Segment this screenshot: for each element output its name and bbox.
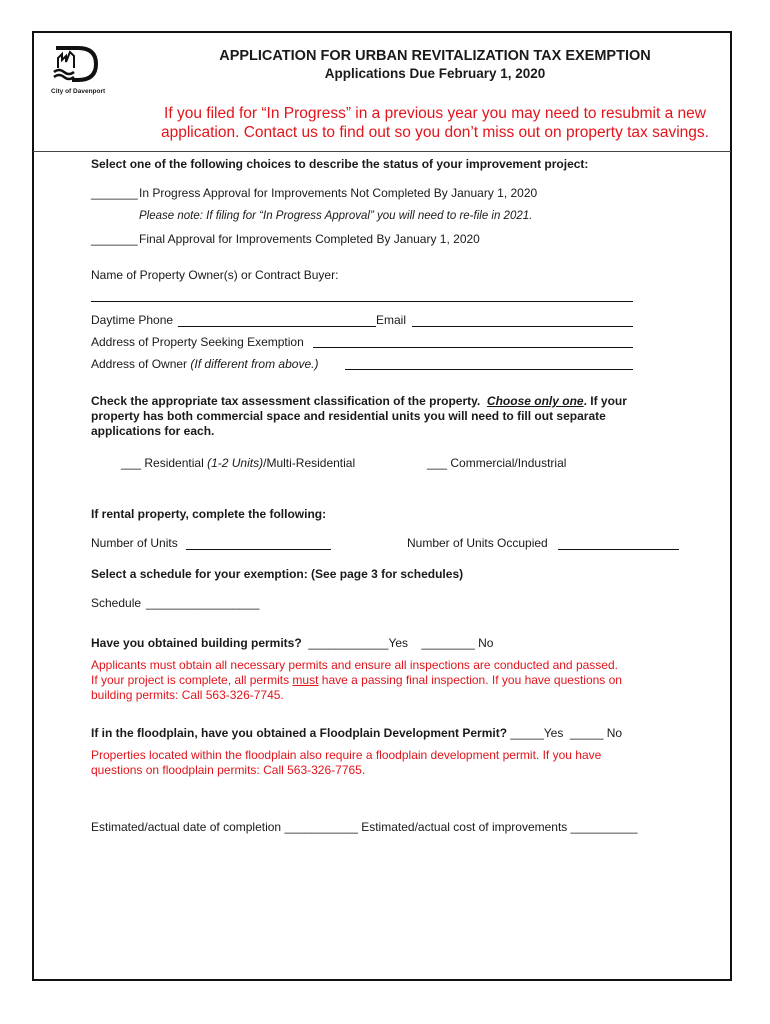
commercial-blank[interactable]: ___ <box>427 456 448 470</box>
final-approval-option-label: Final Approval for Improvements Completed By January 1, 2020 <box>139 232 480 246</box>
permits-yes-blank[interactable]: ____________ <box>308 636 389 650</box>
owner-name-label: Name of Property Owner(s) or Contract Buyer: <box>91 268 339 282</box>
completion-row: Estimated/actual date of completion ___________ Estimated/actual cost of improvements __________ <box>91 820 638 834</box>
floodplain-note: Properties located within the floodplain also require a floodplain development permit. If you have questions on floodplain permits: Call 563-326-7765. <box>91 748 602 777</box>
units-occupied-field[interactable] <box>558 549 679 550</box>
property-address-label: Address of Property Seeking Exemption <box>91 335 304 349</box>
email-label: Email <box>376 313 407 327</box>
improvement-cost-field[interactable]: __________ <box>570 820 638 834</box>
logo-caption: City of Davenport <box>51 88 106 95</box>
rental-heading: If rental property, complete the following: <box>91 507 327 521</box>
schedule-label: Schedule <box>91 596 142 610</box>
email-field[interactable] <box>412 326 633 327</box>
building-permits-question: Have you obtained building permits? <box>91 636 302 650</box>
in-progress-option-label: In Progress Approval for Improvements Not Completed By January 1, 2020 <box>139 186 538 200</box>
resubmit-notice-line2: application. Contact us to find out so you don’t miss out on property tax savings. <box>161 124 709 141</box>
floodplain-yes-blank[interactable]: _____ <box>510 726 544 740</box>
units-occupied-label: Number of Units Occupied <box>407 536 548 550</box>
city-of-davenport-logo <box>52 44 102 84</box>
floodplain-question: If in the floodplain, have you obtained a Floodplain Development Permit? <box>91 726 508 740</box>
form-title: APPLICATION FOR URBAN REVITALIZATION TAX EXEMPTION <box>219 48 651 64</box>
in-progress-blank[interactable]: _______ <box>91 186 138 200</box>
schedule-heading: Select a schedule for your exemption: (See page 3 for schedules) <box>91 567 464 581</box>
resubmit-notice-line1: If you filed for “In Progress” in a previous year you may need to resubmit a new <box>164 105 706 122</box>
floodplain-row: If in the floodplain, have you obtained a Floodplain Development Permit? _____Yes _____ No <box>91 726 623 740</box>
property-address-field[interactable] <box>313 347 633 348</box>
status-heading: Select one of the following choices to describe the status of your improvement project: <box>91 157 589 171</box>
completion-date-field[interactable]: ___________ <box>284 820 358 834</box>
phone-label: Daytime Phone <box>91 313 174 327</box>
owner-address-field[interactable] <box>345 369 633 370</box>
residential-blank[interactable]: ___ <box>121 456 142 470</box>
owner-address-label: Address of Owner (If different from above.) <box>91 357 319 371</box>
units-field[interactable] <box>186 549 331 550</box>
floodplain-no-blank[interactable]: _____ <box>570 726 604 740</box>
form-border <box>32 31 732 981</box>
building-permits-note: Applicants must obtain all necessary permits and ensure all inspections are conducted and passed. If your project is complete, all permits must have a passing final inspection. If you have questions on building permits: Call 563-326-7745. <box>91 658 622 702</box>
form-subtitle: Applications Due February 1, 2020 <box>324 66 546 81</box>
classification-instructions: Check the appropriate tax assessment classification of the property. Choose only one. If your property has both commercial space and residential units you will need to fill out separate applications for each. <box>91 394 627 438</box>
owner-name-field[interactable] <box>91 301 633 302</box>
phone-field[interactable] <box>178 326 376 327</box>
commercial-option[interactable]: ___ Commercial/Industrial <box>427 456 567 470</box>
in-progress-note: Please note: If filing for “In Progress Approval” you will need to re-file in 2021. <box>139 210 533 222</box>
permits-no-blank[interactable]: ________ <box>421 636 475 650</box>
units-label: Number of Units <box>91 536 178 550</box>
header-divider <box>33 151 731 152</box>
final-approval-blank[interactable]: _______ <box>91 232 138 246</box>
building-permits-row: Have you obtained building permits? ____________Yes ________ No <box>91 636 494 650</box>
residential-option[interactable]: ___ Residential (1-2 Units)/Multi-Residential <box>121 456 356 470</box>
schedule-field[interactable]: _________________ <box>146 596 260 610</box>
